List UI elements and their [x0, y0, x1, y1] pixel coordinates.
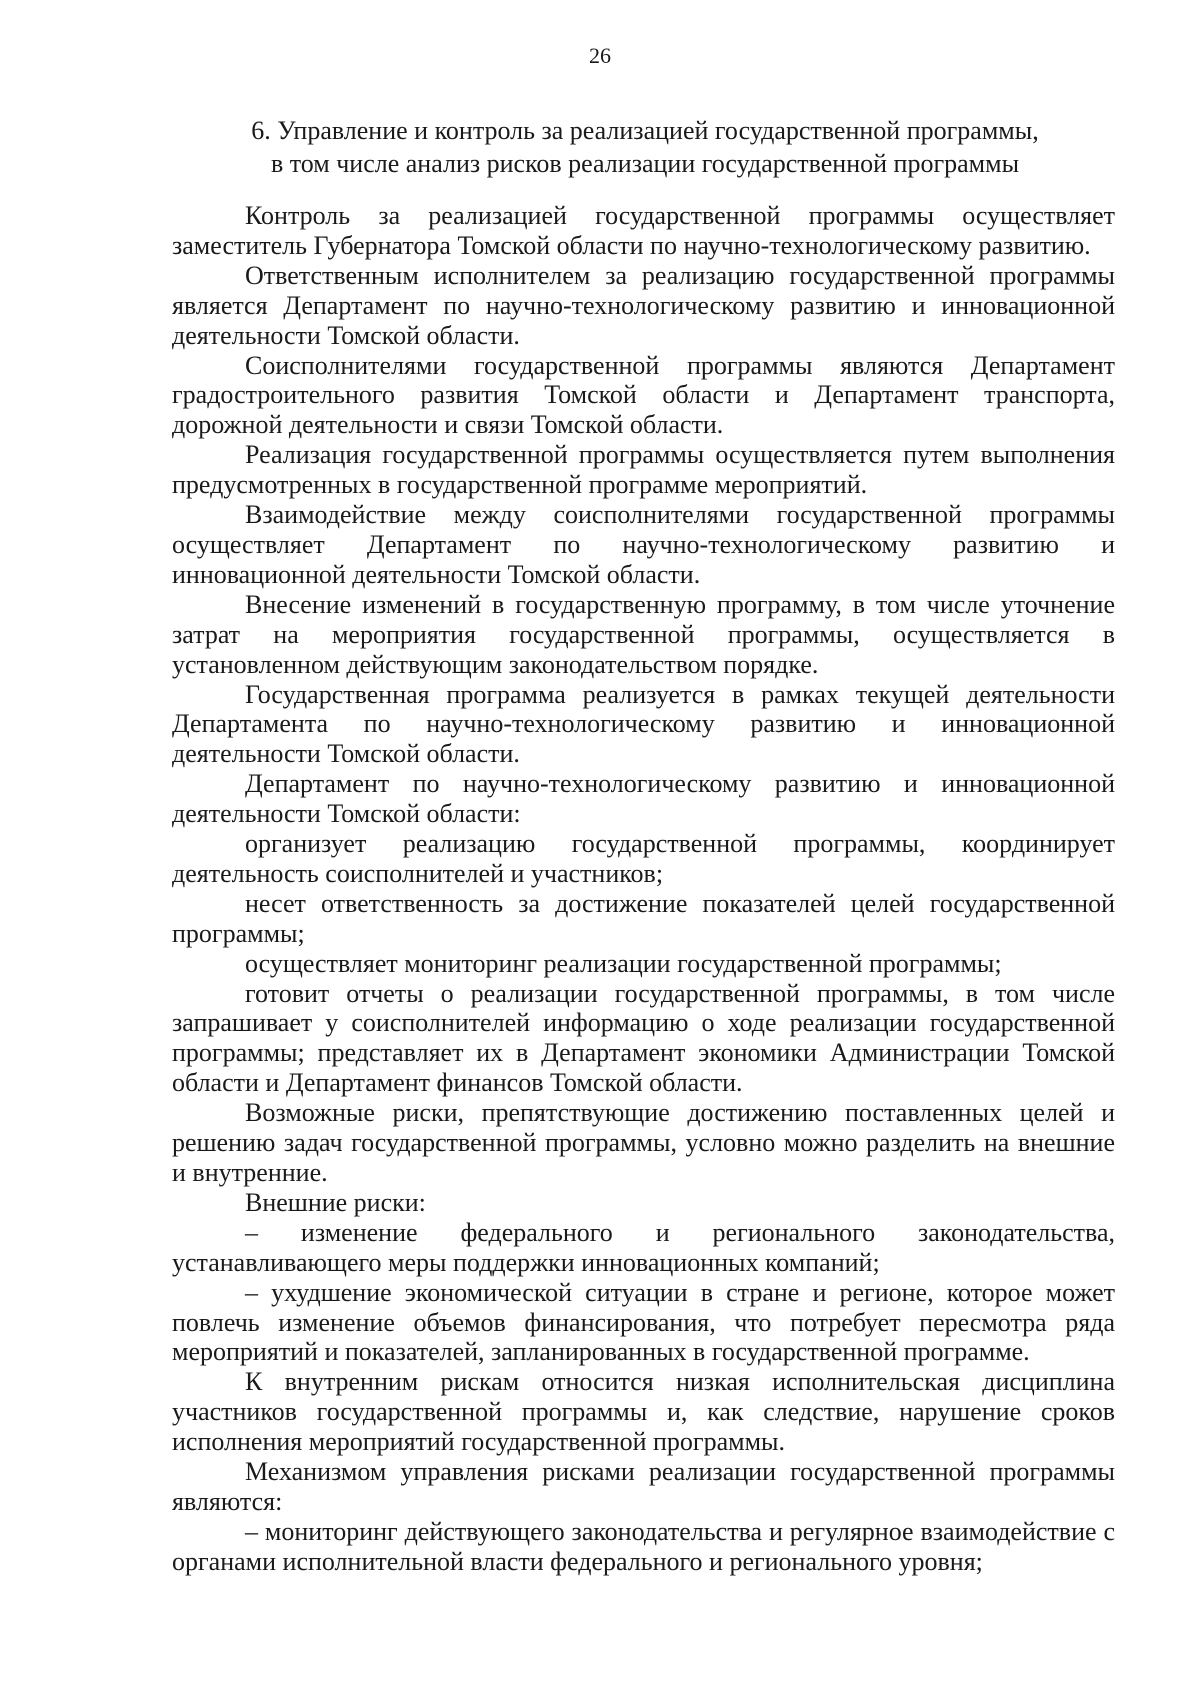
paragraph: Реализация государственной программы осуществляется путем выполнения предусмотренных в государственной программе мероприятий. [172, 440, 1115, 500]
paragraph: Соисполнителями государственной программы являются Департамент градостроительного развития Томской области и Департамент транспорта, дорожной деятельности и связи Томской области. [172, 350, 1115, 440]
paragraph: К внутренним рискам относится низкая исполнительская дисциплина участников государственной программы и, как следствие, нарушение сроков исполнения мероприятий государственной программы. [172, 1367, 1115, 1457]
paragraph: Механизмом управления рисками реализации государственной программы являются: [172, 1457, 1115, 1516]
paragraph: Департамент по научно-технологическому развитию и инновационной деятельности Томской области: [172, 769, 1115, 829]
paragraph: организует реализацию государственной программы, координирует деятельность соисполнителей и участников; [172, 829, 1115, 888]
paragraph: готовит отчеты о реализации государственной программы, в том числе запрашивает у соисполнителей информацию о ходе реализации государственной программы; представляет их в Департамент экономики Администрации Томской области и Департамент финансов Томской области. [172, 978, 1115, 1098]
paragraph: Ответственным исполнителем за реализацию государственной программы является Департамент по научно-технологическому развитию и инновационной деятельности Томской области. [172, 260, 1115, 350]
list-item: – ухудшение экономической ситуации в стране и регионе, которое может повлечь изменение объемов финансирования, что потребует пересмотра ряда мероприятий и показателей, запланированных в государственной программе. [172, 1277, 1115, 1367]
page-number: 26 [589, 43, 611, 68]
paragraph: Внесение изменений в государственную программу, в том числе уточнение затрат на мероприятия государственной программы, осуществляется в установленном действующим законодательством порядке. [172, 589, 1115, 679]
paragraph: несет ответственность за достижение показателей целей государственной программы; [172, 888, 1115, 948]
paragraph: Государственная программа реализуется в рамках текущей деятельности Департамента по научно-технологическому развитию и инновационной деятельности Томской области. [172, 679, 1115, 769]
paragraph: Возможные риски, препятствующие достижению поставленных целей и решению задач государственной программы, условно можно разделить на внешние и внутренние. [172, 1098, 1115, 1187]
paragraph: Внешние риски: [245, 1187, 426, 1217]
heading-line-1: 6. Управление и контроль за реализацией государственной программы, [251, 116, 1039, 145]
paragraph: Взаимодействие между соисполнителями государственной программы осуществляет Департамент по научно-технологическому развитию и инновационной деятельности Томской области. [172, 500, 1115, 589]
list-item: – изменение федерального и регионального законодательства, устанавливающего меры поддержки инновационных компаний; [172, 1217, 1115, 1277]
paragraph: Контроль за реализацией государственной программы осуществляет заместитель Губернатора Томской области по научно-технологическому развитию. [172, 201, 1115, 260]
list-item: – мониторинг действующего законодательства и регулярное взаимодействие с органами исполнительной власти федерального и регионального уровня; [172, 1516, 1115, 1576]
body-text [172, 201, 1115, 1577]
section-heading [170, 114, 1120, 180]
heading-line-2: в том числе анализ рисков реализации государственной программы [270, 149, 1020, 178]
paragraph: осуществляет мониторинг реализации государственной программы; [245, 948, 1002, 978]
